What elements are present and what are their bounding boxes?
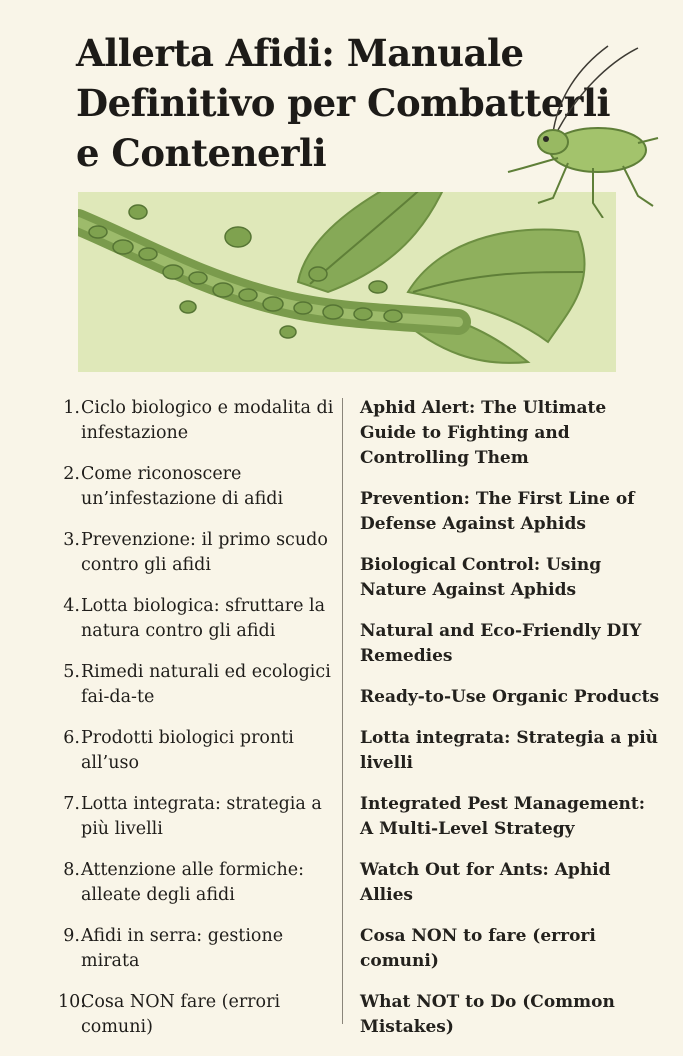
toc-item: [58, 528, 338, 578]
toc-number: 2.: [63, 464, 80, 484]
toc-item: [58, 924, 338, 974]
toc-item: Integrated Pest Management: A Multi-Level Strategy: [360, 794, 645, 839]
aphid-bug-icon: [498, 38, 668, 218]
toc-label: Afidi in serra: gestione mirata: [81, 926, 284, 971]
toc-item: [58, 660, 338, 710]
toc-label: Attenzione alle formiche: alleate degli afidi: [81, 860, 305, 905]
toc-label: Cosa NON fare (errori comuni): [81, 992, 281, 1037]
toc-number: 4.: [63, 596, 80, 616]
toc-number: 7.: [63, 794, 80, 814]
toc-italian: [58, 396, 338, 1056]
toc-item: Biological Control: Using Nature Against Aphids: [360, 555, 602, 600]
toc-label: Prodotti biologici pronti all’uso: [81, 728, 294, 773]
toc-item: [58, 858, 338, 908]
toc-number: 6.: [63, 728, 80, 748]
toc-label: Prevenzione: il primo scudo contro gli afidi: [81, 530, 328, 575]
toc-label: Ciclo biologico e modalita di infestazione: [81, 398, 334, 443]
toc-item: [58, 726, 338, 776]
column-divider: [342, 398, 343, 1024]
aphid-infested-stem-icon: [78, 192, 616, 372]
toc-number: 9.: [63, 926, 80, 946]
toc-item: Lotta integrata: Strategia a più livelli: [360, 728, 659, 773]
toc-label: Come riconoscere un’infestazione di afidi: [81, 464, 284, 509]
toc-item: [58, 990, 338, 1040]
page-title: Allerta Afidi: Manuale Definitivo per Combatterli e Contenerli: [76, 31, 610, 175]
toc-item: Aphid Alert: The Ultimate Guide to Fighting and Controlling Them: [360, 398, 607, 468]
toc-item: [58, 462, 338, 512]
toc-item: Natural and Eco-Friendly DIY Remedies: [360, 621, 642, 666]
toc-number: 10.: [58, 992, 86, 1012]
hero-illustration: [78, 192, 616, 372]
toc-label: Lotta integrata: strategia a più livelli: [81, 794, 322, 839]
toc-item: What NOT to Do (Common Mistakes): [360, 992, 615, 1037]
toc-item: Watch Out for Ants: Aphid Allies: [360, 860, 611, 905]
toc-item: [58, 396, 338, 446]
toc-item: Ready-to-Use Organic Products: [360, 687, 660, 707]
toc-number: 3.: [63, 530, 80, 550]
toc-item: Cosa NON to fare (errori comuni): [360, 926, 596, 971]
toc-english: [360, 396, 660, 1056]
toc-number: 5.: [63, 662, 80, 682]
toc-item: Prevention: The First Line of Defense Against Aphids: [360, 489, 635, 534]
toc-item: [58, 792, 338, 842]
toc-label: Lotta biologica: sfruttare la natura contro gli afidi: [81, 596, 326, 641]
toc-label: Rimedi naturali ed ecologici fai-da-te: [81, 662, 331, 707]
toc-item: [58, 594, 338, 644]
toc-number: 8.: [63, 860, 80, 880]
toc-number: 1.: [63, 398, 80, 418]
